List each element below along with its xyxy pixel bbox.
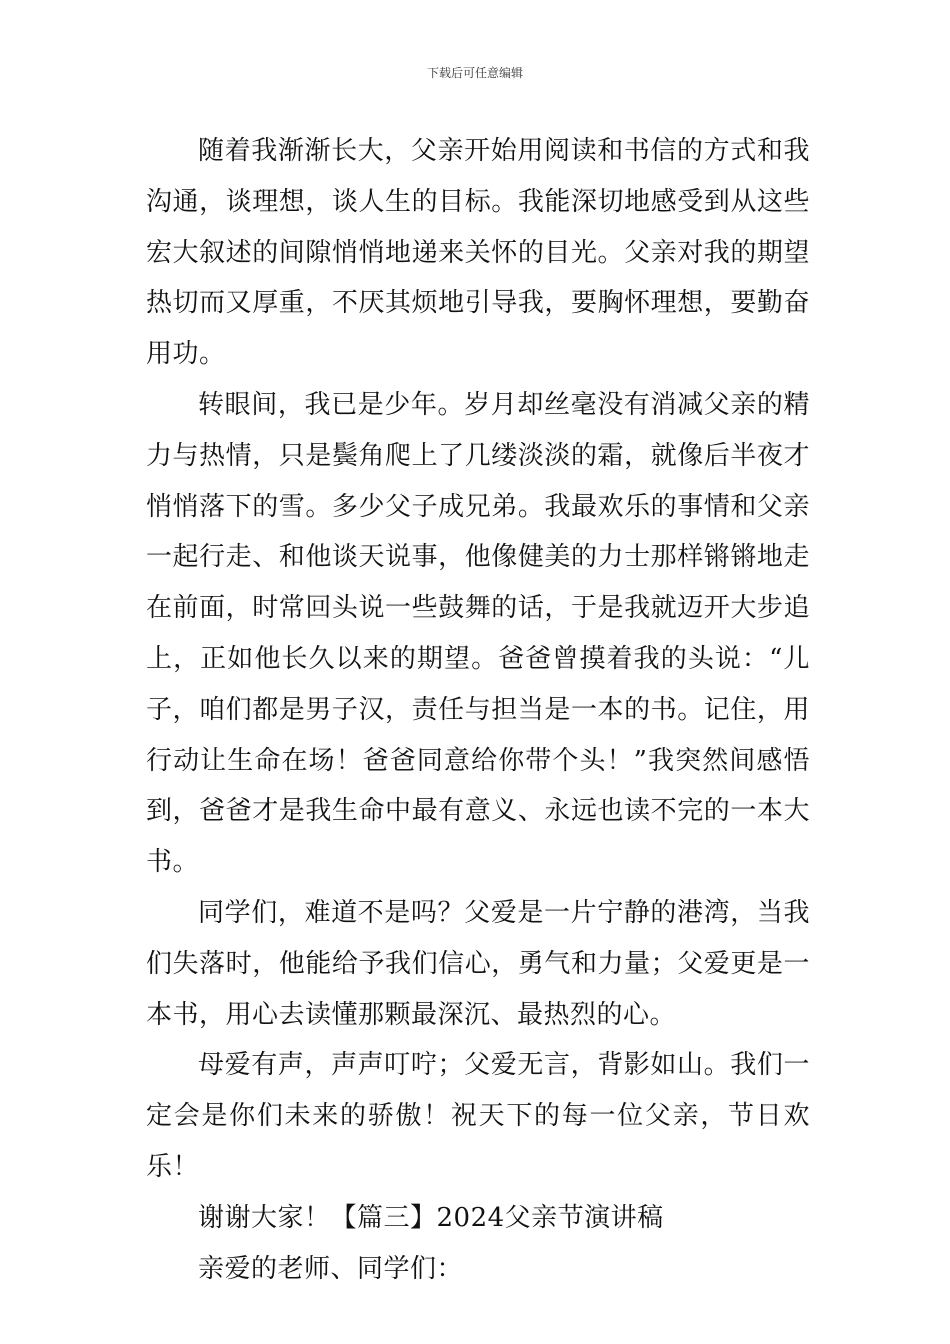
page-header: 下载后可任意编辑 (426, 66, 523, 80)
paragraph-classmates: 同学们，难道不是吗？父爱是一片宁静的港湾，当我们失落时，他能给予我们信心，勇气和力量；父爱更是一本书，用心去读懂那颗最深沉、最热烈的心。 (146, 897, 810, 1030)
paragraph-closing: 母爱有声，声声叮咛；父爱无言，背影如山。我们一定会是你们未来的骄傲！祝天下的每一位父亲，节日欢乐！ (146, 1050, 810, 1182)
document-body (146, 126, 810, 1294)
paragraph-youth: 转眼间，我已是少年。岁月却丝毫没有消减父亲的精力与热情，只是鬓角爬上了几缕淡淡的霜，就像后半夜才悄悄落下的雪。多少父子成兄弟。我最欢乐的事情和父亲一起行走、和他谈天说事，他像健美的力士那样锵锵地走在前面，时常回头说一些鼓舞的话，于是我就迈开大步追上，正如他长久以来的期望。爸爸曾摸着我的头说：“儿子，咱们都是男子汉，责任与担当是一本的书。记住，用行动让生命在场！爸爸同意给你带个头！”我突然间感悟到，爸爸才是我生命中最有意义、永远也读不完的一本大书。 (146, 389, 810, 878)
paragraph-thanks-next-title: 谢谢大家！【篇三】2024父亲节演讲稿 (198, 1202, 664, 1233)
paragraph-greeting: 亲爱的老师、同学们： (198, 1253, 464, 1284)
paragraph-growing-up: 随着我渐渐长大，父亲开始用阅读和书信的方式和我沟通，谈理想，谈人生的目标。我能深切地感受到从这些宏大叙述的间隙悄悄地递来关怀的目光。父亲对我的期望热切而又厚重，不厌其烦地引导我，要胸怀理想，要勤奋用功。 (146, 136, 810, 370)
